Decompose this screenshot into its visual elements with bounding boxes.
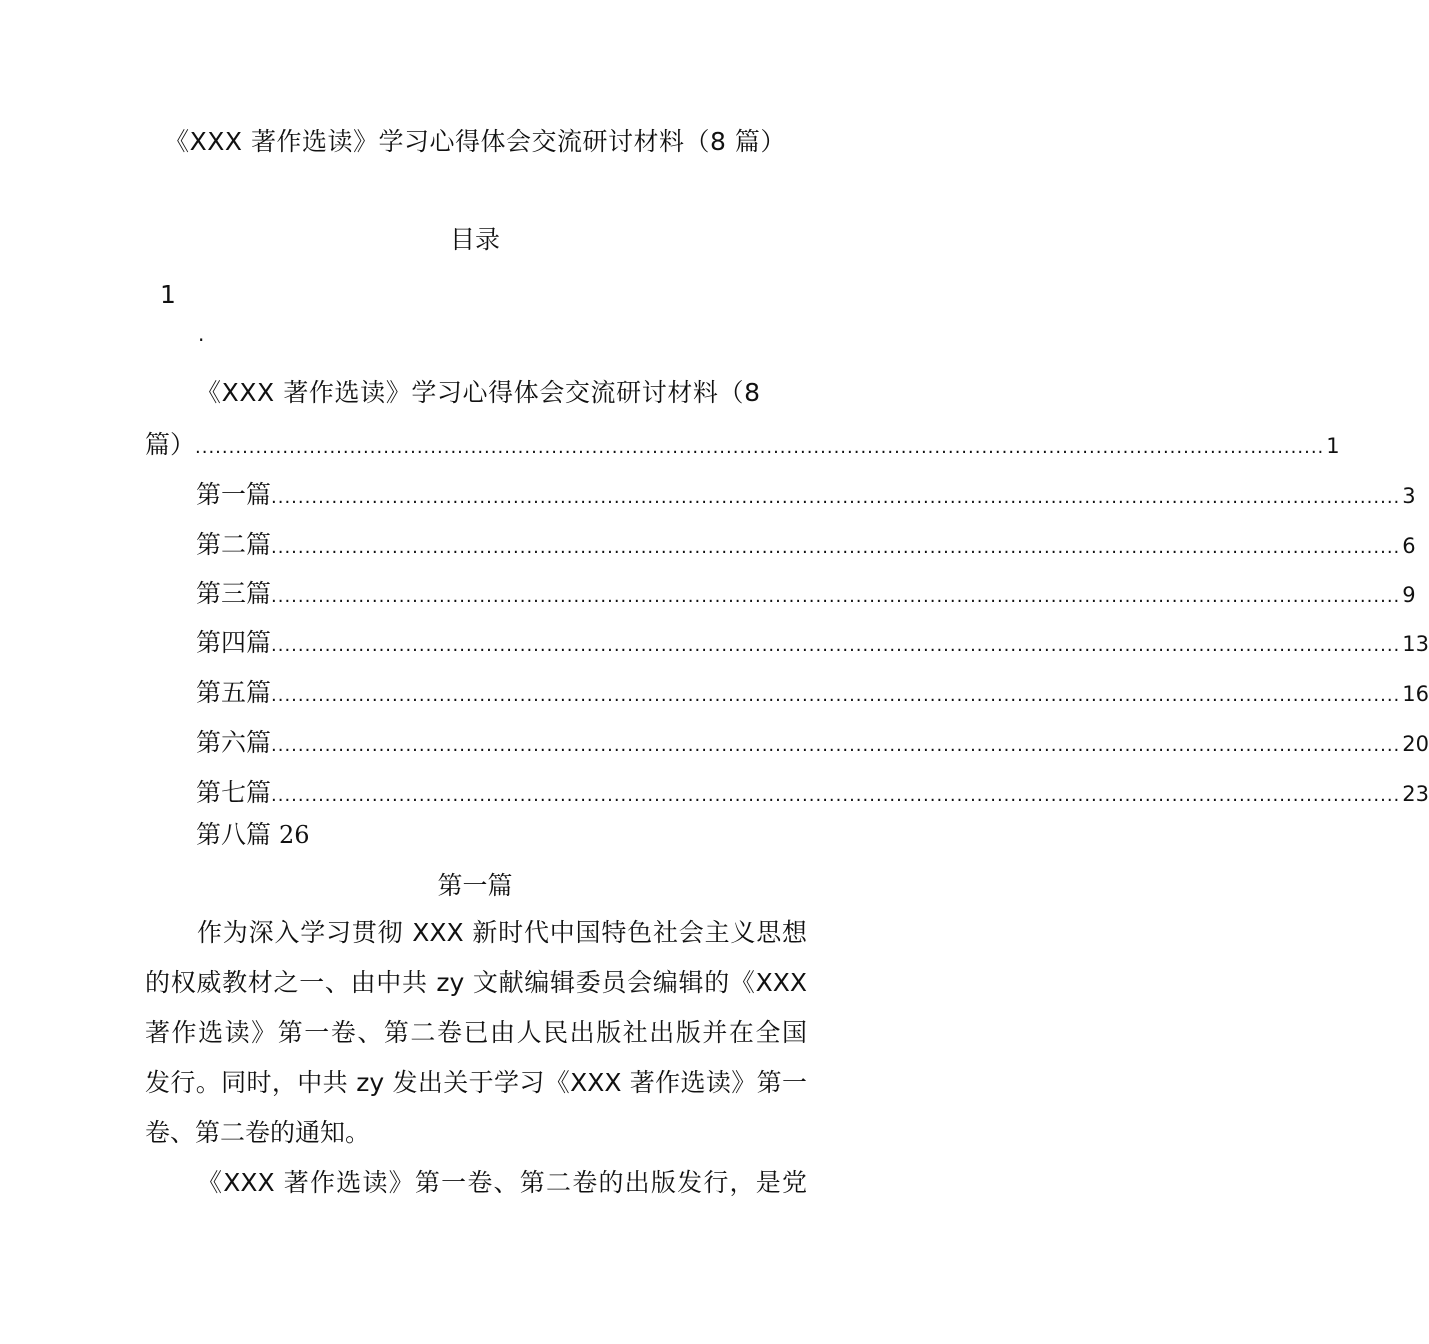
toc-entry-label: 第四篇: [196, 628, 272, 657]
toc-heading: 目录: [449, 225, 500, 254]
section-heading: 第一篇: [437, 871, 513, 900]
toc-entry[interactable]: [196, 525, 1416, 561]
toc-list-dot: .: [198, 322, 205, 346]
toc-page-number: 20: [1402, 732, 1429, 756]
paragraph-line: 发行。同时，中共 zy 发出关于学习《XXX 著作选读》第一: [145, 1068, 807, 1097]
toc-page-number: 9: [1402, 583, 1416, 607]
paragraph-line: 的权威教材之一、由中共 zy 文献编辑委员会编辑的《XXX: [145, 968, 807, 997]
toc-page-number: 23: [1402, 782, 1429, 806]
toc-leader-dots: ........................................................................................................................................................................: [271, 635, 1401, 656]
toc-entry-label: 第五篇: [196, 678, 272, 707]
body-paragraph: [145, 1158, 807, 1208]
toc-page-number: 26: [278, 821, 310, 849]
toc-page-number: 6: [1402, 534, 1416, 558]
toc-entry[interactable]: [196, 773, 1429, 809]
toc-page-number: 13: [1402, 632, 1429, 656]
paragraph-line: 著作选读》第一卷、第二卷已由人民出版社出版并在全国: [145, 1018, 807, 1047]
toc-entry[interactable]: [196, 623, 1429, 659]
toc-entry-label: 第八篇: [196, 820, 272, 849]
body-paragraph: [145, 908, 807, 1158]
toc-list-number: 1: [160, 280, 176, 309]
toc-page-number: 3: [1402, 484, 1416, 508]
toc-entry[interactable]: [196, 723, 1429, 759]
toc-entry-label: 第六篇: [196, 728, 272, 757]
toc-main-entry-line2: 篇）: [145, 430, 196, 459]
toc-leader-dots: ........................................................................................................................................................................: [271, 586, 1401, 607]
toc-entry[interactable]: [196, 673, 1429, 709]
toc-entry-label: 第一篇: [196, 480, 272, 509]
toc-leader-dots: ........................................................................................................................................................................: [195, 437, 1325, 458]
toc-main-entry[interactable]: [145, 425, 1340, 461]
toc-entry-label: 第二篇: [196, 530, 272, 559]
toc-leader-dots: ........................................................................................................................................................................: [271, 537, 1401, 558]
paragraph-line: 《XXX 著作选读》第一卷、第二卷的出版发行，是党: [197, 1168, 807, 1197]
toc-main-entry-line1[interactable]: 《XXX 著作选读》学习心得体会交流研讨材料（8: [196, 378, 761, 407]
toc-page-number: 1: [1326, 434, 1340, 458]
toc-entry-label: 第七篇: [196, 778, 272, 807]
toc-leader-dots: ........................................................................................................................................................................: [271, 487, 1401, 508]
toc-entry[interactable]: [196, 574, 1416, 610]
paragraph-line: 卷、第二卷的通知。: [145, 1118, 371, 1147]
toc-entry[interactable]: [196, 475, 1416, 511]
toc-leader-dots: ........................................................................................................................................................................: [271, 785, 1401, 806]
toc-entry-label: 第三篇: [196, 579, 272, 608]
toc-entry-last[interactable]: [196, 815, 310, 851]
toc-leader-dots: ........................................................................................................................................................................: [271, 735, 1401, 756]
toc-leader-dots: ........................................................................................................................................................................: [271, 685, 1401, 706]
document-title: 《XXX 著作选读》学习心得体会交流研讨材料（8 篇）: [164, 127, 786, 156]
toc-page-number: 16: [1402, 682, 1429, 706]
paragraph-line: 作为深入学习贯彻 XXX 新时代中国特色社会主义思想: [197, 918, 807, 947]
